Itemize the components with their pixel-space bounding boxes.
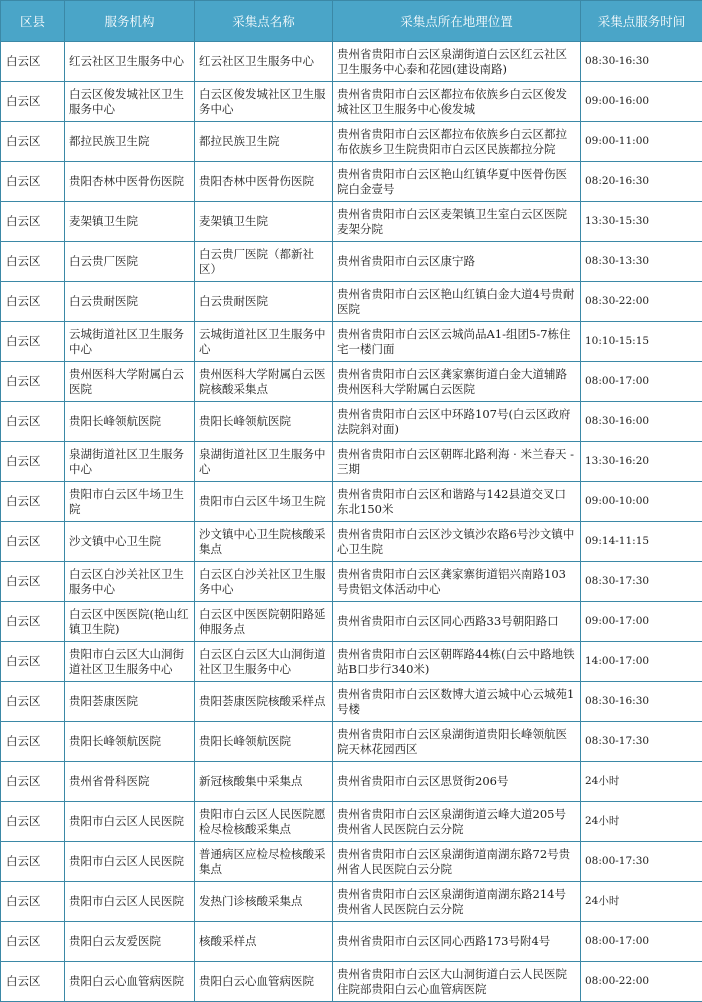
location-cell: 贵州省贵阳市白云区艳山红镇华夏中医骨伤医院白金壹号 [333, 162, 581, 202]
location-cell: 贵州省贵阳市白云区艳山红镇白金大道4号贵耐医院 [333, 282, 581, 322]
location-cell: 贵州省贵阳市白云区泉湖街道贵阳长峰领航医院天林花园西区 [333, 722, 581, 762]
table-row [1, 922, 702, 962]
table-row [1, 322, 702, 362]
table-row [1, 842, 702, 882]
institution-cell: 贵阳白云心血管病医院 [65, 962, 195, 1002]
district-cell: 白云区 [1, 82, 65, 122]
site-name-cell: 都拉民族卫生院 [195, 122, 333, 162]
site-name-cell: 核酸采样点 [195, 922, 333, 962]
location-cell: 贵州省贵阳市白云区泉湖街道白云区红云社区卫生服务中心泰和花园(建设南路) [333, 42, 581, 82]
district-cell: 白云区 [1, 162, 65, 202]
institution-cell: 云城街道社区卫生服务中心 [65, 322, 195, 362]
district-cell: 白云区 [1, 522, 65, 562]
location-cell: 贵州省贵阳市白云区泉湖街道南湖东路72号贵州省人民医院白云分院 [333, 842, 581, 882]
institution-cell: 泉湖街道社区卫生服务中心 [65, 442, 195, 482]
service-hours-cell: 08:00-17:00 [581, 362, 702, 402]
table-row [1, 242, 702, 282]
institution-cell: 贵州医科大学附属白云医院 [65, 362, 195, 402]
district-cell: 白云区 [1, 762, 65, 802]
service-hours-cell: 09:00-16:00 [581, 82, 702, 122]
district-cell: 白云区 [1, 602, 65, 642]
table-row [1, 122, 702, 162]
table-row [1, 482, 702, 522]
district-cell: 白云区 [1, 402, 65, 442]
location-cell: 贵州省贵阳市白云区思贤街206号 [333, 762, 581, 802]
location-cell: 贵州省贵阳市白云区朝晖北路利海 · 米兰春天 -三期 [333, 442, 581, 482]
location-cell: 贵州省贵阳市白云区数博大道云城中心云城苑1号楼 [333, 682, 581, 722]
location-cell: 贵州省贵阳市白云区中环路107号(白云区政府法院斜对面) [333, 402, 581, 442]
site-name-cell: 贵阳长峰领航医院 [195, 402, 333, 442]
site-name-cell: 贵阳杏林中医骨伤医院 [195, 162, 333, 202]
site-name-cell: 白云区俊发城社区卫生服务中心 [195, 82, 333, 122]
table-row [1, 162, 702, 202]
institution-cell: 都拉民族卫生院 [65, 122, 195, 162]
location-cell: 贵州省贵阳市白云区龚家寨街道铝兴南路103号贵铝文体活动中心 [333, 562, 581, 602]
table-row [1, 602, 702, 642]
district-cell: 白云区 [1, 282, 65, 322]
institution-cell: 白云区俊发城社区卫生服务中心 [65, 82, 195, 122]
institution-cell: 沙文镇中心卫生院 [65, 522, 195, 562]
site-name-cell: 发热门诊核酸采集点 [195, 882, 333, 922]
service-hours-cell: 09:00-10:00 [581, 482, 702, 522]
table-row [1, 82, 702, 122]
service-hours-cell: 08:00-17:00 [581, 922, 702, 962]
table-row [1, 402, 702, 442]
table-row [1, 882, 702, 922]
location-cell: 贵州省贵阳市白云区大山洞街道白云人民医院住院部贵阳白云心血管病医院 [333, 962, 581, 1002]
table-row [1, 522, 702, 562]
district-cell: 白云区 [1, 442, 65, 482]
service-hours-cell: 09:00-17:00 [581, 602, 702, 642]
location-cell: 贵州省贵阳市白云区和谐路与142县道交叉口东北150米 [333, 482, 581, 522]
location-cell: 贵州省贵阳市白云区云城尚品A1-组团5-7栋住宅一楼门面 [333, 322, 581, 362]
institution-cell: 贵州省骨科医院 [65, 762, 195, 802]
site-name-cell: 麦架镇卫生院 [195, 202, 333, 242]
location-cell: 贵州省贵阳市白云区同心西路173号附4号 [333, 922, 581, 962]
site-name-cell: 新冠核酸集中采集点 [195, 762, 333, 802]
header-district: 区县 [1, 1, 65, 42]
site-name-cell: 贵阳市白云区牛场卫生院 [195, 482, 333, 522]
table-row [1, 762, 702, 802]
service-hours-cell: 08:30-13:30 [581, 242, 702, 282]
institution-cell: 贵阳长峰领航医院 [65, 722, 195, 762]
service-hours-cell: 08:30-16:30 [581, 682, 702, 722]
district-cell: 白云区 [1, 562, 65, 602]
service-hours-cell: 08:00-17:30 [581, 842, 702, 882]
institution-cell: 贵阳市白云区人民医院 [65, 842, 195, 882]
district-cell: 白云区 [1, 802, 65, 842]
table-body [1, 42, 702, 1002]
institution-cell: 白云区中医医院(艳山红镇卫生院) [65, 602, 195, 642]
district-cell: 白云区 [1, 202, 65, 242]
service-hours-cell: 08:30-16:00 [581, 402, 702, 442]
table-row [1, 962, 702, 1002]
table-row [1, 562, 702, 602]
site-name-cell: 云城街道社区卫生服务中心 [195, 322, 333, 362]
site-name-cell: 贵阳市白云区人民医院愿检尽检核酸采集点 [195, 802, 333, 842]
district-cell: 白云区 [1, 922, 65, 962]
table-row [1, 642, 702, 682]
institution-cell: 白云贵耐医院 [65, 282, 195, 322]
site-name-cell: 贵阳白云心血管病医院 [195, 962, 333, 1002]
district-cell: 白云区 [1, 122, 65, 162]
district-cell: 白云区 [1, 882, 65, 922]
service-hours-cell: 08:20-16:30 [581, 162, 702, 202]
institution-cell: 贵阳荟康医院 [65, 682, 195, 722]
table-row [1, 42, 702, 82]
location-cell: 贵州省贵阳市白云区麦架镇卫生室白云区医院麦架分院 [333, 202, 581, 242]
district-cell: 白云区 [1, 722, 65, 762]
service-hours-cell: 10:10-15:15 [581, 322, 702, 362]
site-name-cell: 普通病区应检尽检核酸采集点 [195, 842, 333, 882]
site-name-cell: 泉湖街道社区卫生服务中心 [195, 442, 333, 482]
location-cell: 贵州省贵阳市白云区康宁路 [333, 242, 581, 282]
site-name-cell: 贵州医科大学附属白云医院核酸采集点 [195, 362, 333, 402]
site-name-cell: 白云贵厂医院（都新社区） [195, 242, 333, 282]
table-row [1, 362, 702, 402]
district-cell: 白云区 [1, 362, 65, 402]
header-institution: 服务机构 [65, 1, 195, 42]
site-name-cell: 白云区中医医院朝阳路延伸服务点 [195, 602, 333, 642]
institution-cell: 贵阳市白云区大山洞街道社区卫生服务中心 [65, 642, 195, 682]
service-hours-cell: 24小时 [581, 762, 702, 802]
site-name-cell: 红云社区卫生服务中心 [195, 42, 333, 82]
table-header-row [1, 1, 702, 42]
district-cell: 白云区 [1, 962, 65, 1002]
service-hours-cell: 14:00-17:00 [581, 642, 702, 682]
table-row [1, 722, 702, 762]
location-cell: 贵州省贵阳市白云区龚家寨街道白金大道辅路贵州医科大学附属白云医院 [333, 362, 581, 402]
service-hours-cell: 13:30-15:30 [581, 202, 702, 242]
district-cell: 白云区 [1, 642, 65, 682]
table-row [1, 282, 702, 322]
service-hours-cell: 08:30-17:30 [581, 722, 702, 762]
institution-cell: 贵阳市白云区人民医院 [65, 802, 195, 842]
district-cell: 白云区 [1, 242, 65, 282]
site-name-cell: 白云贵耐医院 [195, 282, 333, 322]
location-cell: 贵州省贵阳市白云区同心西路33号朝阳路口 [333, 602, 581, 642]
header-service-hours: 采集点服务时间 [581, 1, 702, 42]
district-cell: 白云区 [1, 42, 65, 82]
header-location: 采集点所在地理位置 [333, 1, 581, 42]
institution-cell: 贵阳杏林中医骨伤医院 [65, 162, 195, 202]
location-cell: 贵州省贵阳市白云区泉湖街道南湖东路214号贵州省人民医院白云分院 [333, 882, 581, 922]
site-name-cell: 白云区白沙关社区卫生服务中心 [195, 562, 333, 602]
district-cell: 白云区 [1, 482, 65, 522]
service-hours-cell: 09:14-11:15 [581, 522, 702, 562]
service-hours-cell: 13:30-16:20 [581, 442, 702, 482]
table-row [1, 682, 702, 722]
institution-cell: 麦架镇卫生院 [65, 202, 195, 242]
service-hours-cell: 24小时 [581, 802, 702, 842]
header-site-name: 采集点名称 [195, 1, 333, 42]
institution-cell: 白云贵厂医院 [65, 242, 195, 282]
location-cell: 贵州省贵阳市白云区沙文镇沙农路6号沙文镇中心卫生院 [333, 522, 581, 562]
site-name-cell: 贵阳荟康医院核酸采样点 [195, 682, 333, 722]
table-row [1, 202, 702, 242]
institution-cell: 白云区白沙关社区卫生服务中心 [65, 562, 195, 602]
district-cell: 白云区 [1, 682, 65, 722]
service-hours-cell: 08:00-22:00 [581, 962, 702, 1002]
location-cell: 贵州省贵阳市白云区都拉布依族乡白云区都拉布依族乡卫生院贵阳市白云区民族都拉分院 [333, 122, 581, 162]
institution-cell: 红云社区卫生服务中心 [65, 42, 195, 82]
service-hours-cell: 08:30-16:30 [581, 42, 702, 82]
service-hours-cell: 09:00-11:00 [581, 122, 702, 162]
location-cell: 贵州省贵阳市白云区都拉布依族乡白云区俊发城社区卫生服务中心俊发城 [333, 82, 581, 122]
institution-cell: 贵阳长峰领航医院 [65, 402, 195, 442]
institution-cell: 贵阳市白云区人民医院 [65, 882, 195, 922]
site-name-cell: 沙文镇中心卫生院核酸采集点 [195, 522, 333, 562]
district-cell: 白云区 [1, 322, 65, 362]
location-cell: 贵州省贵阳市白云区朝晖路44栋(白云中路地铁站B口步行340米) [333, 642, 581, 682]
site-name-cell: 白云区白云区大山洞街道社区卫生服务中心 [195, 642, 333, 682]
table-row [1, 442, 702, 482]
service-hours-cell: 08:30-17:30 [581, 562, 702, 602]
service-hours-cell: 24小时 [581, 882, 702, 922]
service-hours-cell: 08:30-22:00 [581, 282, 702, 322]
location-cell: 贵州省贵阳市白云区泉湖街道云峰大道205号贵州省人民医院白云分院 [333, 802, 581, 842]
institution-cell: 贵阳市白云区牛场卫生院 [65, 482, 195, 522]
district-cell: 白云区 [1, 842, 65, 882]
table-row [1, 802, 702, 842]
institution-cell: 贵阳白云友爱医院 [65, 922, 195, 962]
site-name-cell: 贵阳长峰领航医院 [195, 722, 333, 762]
